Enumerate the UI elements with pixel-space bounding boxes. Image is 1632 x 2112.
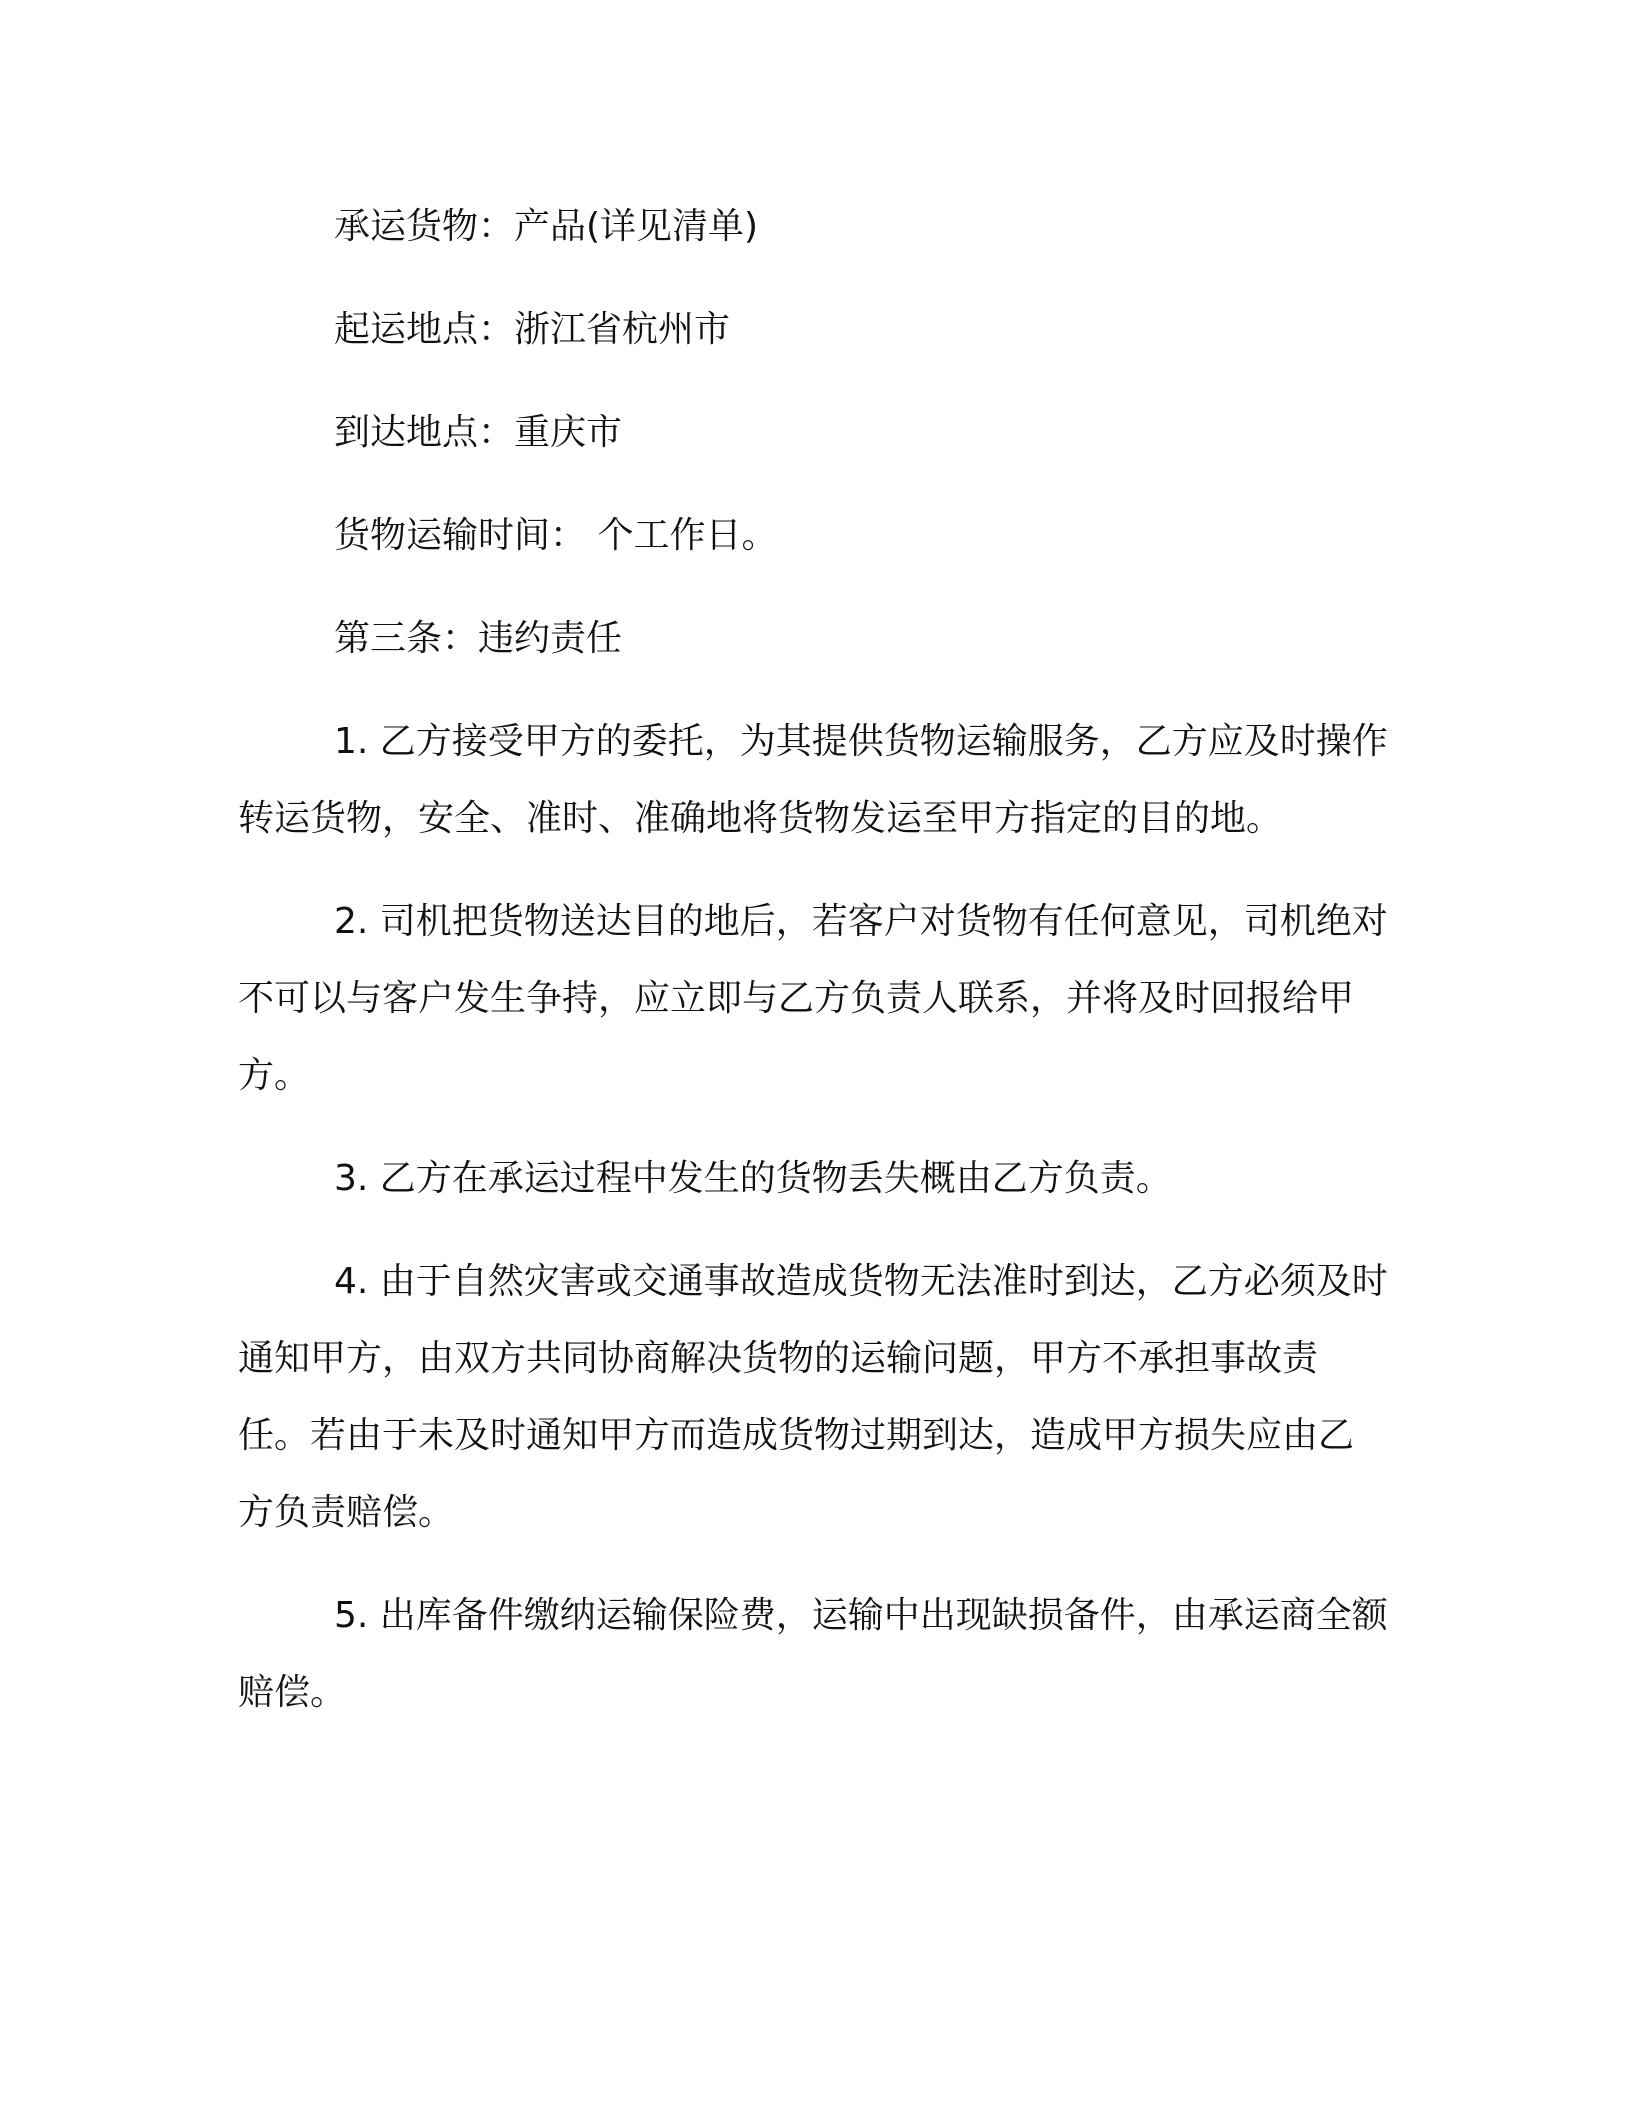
field-destination: [238, 394, 1388, 471]
field-destination-value: 重庆市: [514, 412, 623, 453]
field-cargo-value: 产品(详见清单): [514, 206, 759, 247]
field-cargo-label: 承运货物：: [334, 206, 515, 247]
article-heading: 第三条：违约责任: [334, 618, 623, 659]
clause-2: 2. 司机把货物送达目的地后，若客户对货物有任何意见，司机绝对不可以与客户发生争持，应立即与乙方负责人联系，并将及时回报给甲方。: [238, 901, 1388, 1096]
field-transit-time: [238, 497, 1388, 574]
document-body: [238, 188, 1388, 1731]
field-destination-label: 到达地点：: [334, 412, 515, 453]
field-origin-label: 起运地点：: [334, 309, 515, 350]
clause-5: 5. 出库备件缴纳运输保险费，运输中出现缺损备件，由承运商全额赔偿。: [238, 1595, 1388, 1713]
clause-3: 3. 乙方在承运过程中发生的货物丢失概由乙方负责。: [334, 1158, 1172, 1199]
field-cargo: [238, 188, 1388, 265]
clause-1: 1. 乙方接受甲方的委托，为其提供货物运输服务，乙方应及时操作转运货物，安全、准时、准确地将货物发运至甲方指定的目的地。: [238, 721, 1388, 839]
field-transit-time-value: 个工作日。: [586, 515, 778, 556]
field-origin-value: 浙江省杭州市: [514, 309, 731, 350]
clause-4: 4. 由于自然灾害或交通事故造成货物无法准时到达，乙方必须及时通知甲方，由双方共同协商解决货物的运输问题，甲方不承担事故责任。若由于未及时通知甲方而造成货物过期到达，造成甲方损失应由乙方负责赔偿。: [238, 1261, 1388, 1533]
field-transit-time-label: 货物运输时间：: [334, 515, 587, 556]
field-origin: [238, 291, 1388, 368]
